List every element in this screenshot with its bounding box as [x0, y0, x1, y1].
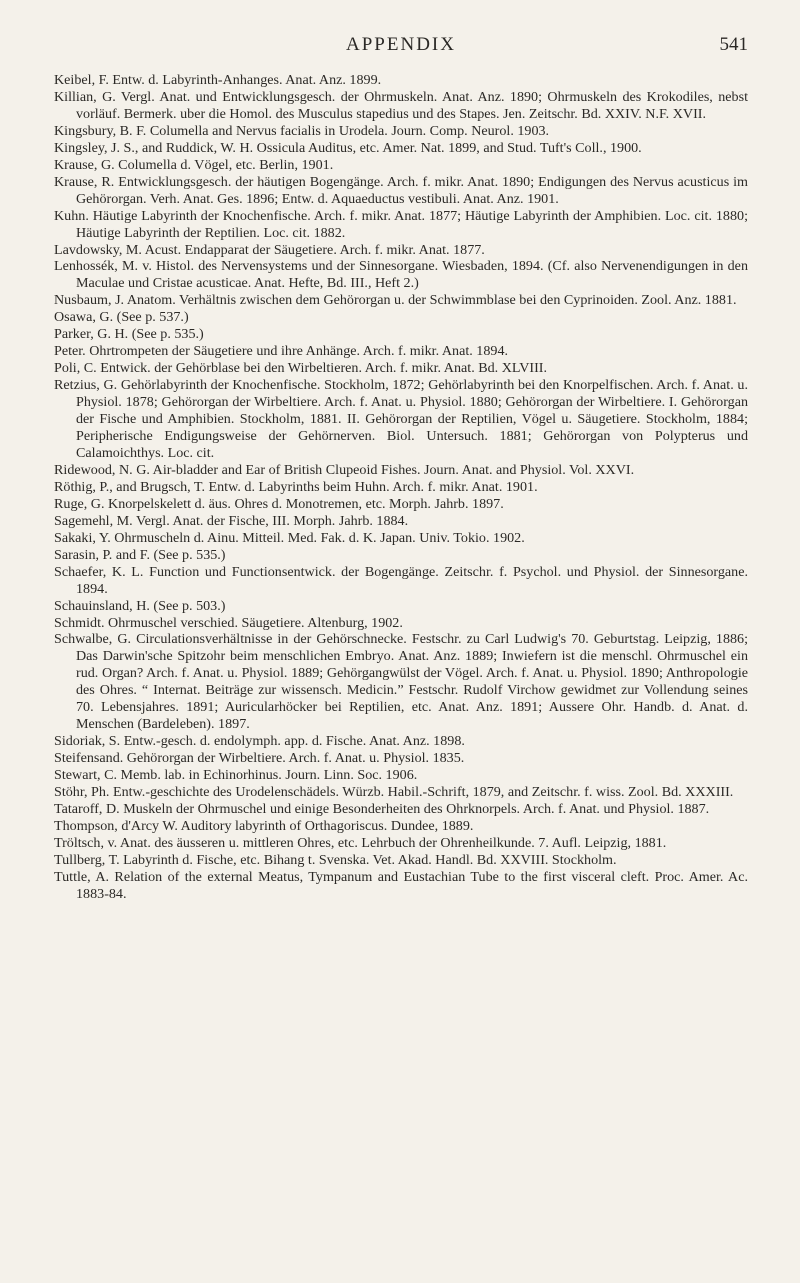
- reference-entry: Tullberg, T. Labyrinth d. Fische, etc. Bihang t. Svenska. Vet. Akad. Handl. Bd. XXVIII. Stockholm.: [54, 851, 617, 868]
- reference-entry: Peter. Ohrtrompeten der Säugetiere und ihre Anhänge. Arch. f. mikr. Anat. 1894.: [54, 343, 509, 360]
- reference-entry: Nusbaum, J. Anatom. Verhältnis zwischen dem Gehörorgan u. der Schwimmblase bei den Cyprinoiden. Zool. Anz. 1881.: [54, 292, 737, 309]
- reference-entry: Lenhossék, M. v. Histol. des Nervensystems und der Sinnesorgane. Wiesbaden, 1894. (Cf. also Nervenendigungen in den Maculae und Cristae acusticae. Anat. Hefte, Bd. III., Heft 2.): [54, 258, 748, 292]
- running-title: APPENDIX: [346, 34, 456, 55]
- reference-entry: Sagemehl, M. Vergl. Anat. der Fische, III. Morph. Jahrb. 1884.: [54, 512, 409, 529]
- reference-entry: Sakaki, Y. Ohrmuscheln d. Ainu. Mitteil. Med. Fak. d. K. Japan. Univ. Tokio. 1902.: [54, 529, 525, 546]
- reference-entry: Röthig, P., and Brugsch, T. Entw. d. Labyrinths beim Huhn. Arch. f. mikr. Anat. 1901.: [54, 478, 538, 495]
- reference-entry: Krause, G. Columella d. Vögel, etc. Berlin, 1901.: [54, 156, 334, 173]
- reference-entry: Kingsbury, B. F. Columella and Nervus facialis in Urodela. Journ. Comp. Neurol. 1903.: [54, 122, 550, 139]
- reference-entry: Krause, R. Entwicklungsgesch. der häutigen Bogengänge. Arch. f. mikr. Anat. 1890; Endigungen des Nervus acusticus im Gehörorgan. Verh. Anat. Ges. 1896; Entw. d. Aquaeductus vestibuli. Anat. Anz. 1901.: [54, 173, 748, 207]
- reference-entry: Killian, G. Vergl. Anat. und Entwicklungsgesch. der Ohrmuskeln. Anat. Anz. 1890; Ohrmuskeln des Krokodiles, nebst vorläuf. Bermerk. uber die Homol. des Musculus stapedius und des Stapes. Jen. Zeitschr. Bd. XXIV. N.F. XVII.: [54, 88, 748, 122]
- reference-entry: Ridewood, N. G. Air-bladder and Ear of British Clupeoid Fishes. Journ. Anat. and Physiol. Vol. XXVI.: [54, 461, 635, 478]
- reference-entry: Steifensand. Gehörorgan der Wirbeltiere. Arch. f. Anat. u. Physiol. 1835.: [54, 750, 465, 767]
- reference-entry: Tataroff, D. Muskeln der Ohrmuschel und einige Besonderheiten des Ohrknorpels. Arch. f. Anat. und Physiol. 1887.: [54, 800, 710, 817]
- reference-entry: Kuhn. Häutige Labyrinth der Knochenfische. Arch. f. mikr. Anat. 1877; Häutige Labyrinth der Amphibien. Loc. cit. 1880; Häutige Labyrinth der Reptilien. Loc. cit. 1882.: [54, 207, 748, 241]
- reference-entry: Sarasin, P. and F. (See p. 535.): [54, 546, 226, 563]
- reference-entry: Stöhr, Ph. Entw.-geschichte des Urodelenschädels. Würzb. Habil.-Schrift, 1879, and Zeitschr. f. wiss. Zool. Bd. XXXIII.: [54, 784, 734, 801]
- page-header: [54, 30, 748, 64]
- reference-entry: Stewart, C. Memb. lab. in Echinorhinus. Journ. Linn. Soc. 1906.: [54, 767, 418, 784]
- reference-list: [54, 72, 748, 903]
- reference-entry: Schmidt. Ohrmuschel verschied. Säugetiere. Altenburg, 1902.: [54, 614, 403, 631]
- reference-entry: Parker, G. H. (See p. 535.): [54, 326, 204, 343]
- reference-entry: Lavdowsky, M. Acust. Endapparat der Säugetiere. Arch. f. mikr. Anat. 1877.: [54, 241, 485, 258]
- reference-entry: Poli, C. Entwick. der Gehörblase bei den Wirbeltieren. Arch. f. mikr. Anat. Bd. XLVIII.: [54, 360, 548, 377]
- reference-entry: Tuttle, A. Relation of the external Meatus, Tympanum and Eustachian Tube to the first visceral cleft. Proc. Amer. Ac. 1883-84.: [54, 868, 748, 902]
- reference-entry: Schauinsland, H. (See p. 503.): [54, 597, 226, 614]
- reference-entry: Retzius, G. Gehörlabyrinth der Knochenfische. Stockholm, 1872; Gehörlabyrinth bei den Knorpelfischen. Arch. f. Anat. u. Physiol. 1878; Gehörorgan der Wirbeltiere. Arch. f. Anat. u. Physiol. 1880; Gehörorgan der Wirbeltiere. I. Gehörorgan der Fische und Amphibien. Stockholm, 1881. II. Gehörorgan der Reptilien, Vögel u. Säugetiere. Stockholm, 1884; Peripherische Endigungsweise der Gehörnerven. Biol. Untersuch. 1881; Gehörorgan von Polypterus und Calamoichthys. Loc. cit.: [54, 377, 748, 461]
- reference-entry: Schwalbe, G. Circulationsverhältnisse in der Gehörschnecke. Festschr. zu Carl Ludwig's 70. Geburtstag. Leipzig, 1886; Das Darwin'sche Spitzohr beim menschlichen Embryo. Anat. Anz. 1889; Inwiefern ist die menschl. Ohrmuschel ein rud. Organ? Arch. f. Anat. u. Physiol. 1889; Gehörgangwülst der Vögel. Arch. f. Anat. u. Physiol. 1890; Anthropologie des Ohres. “ Internat. Beiträge zur wissensch. Medicin.” Festschr. Rudolf Virchow gewidmet zur Vollendung seines 70. Lebensjahres. 1891; Auricularhöcker bei Reptilien, etc. Anat. Anz. 1891; Aussere Ohr. Handb. d. Anat. d. Menschen (Bardeleben). 1897.: [54, 631, 748, 733]
- reference-entry: Sidoriak, S. Entw.-gesch. d. endolymph. app. d. Fische. Anat. Anz. 1898.: [54, 733, 465, 750]
- reference-entry: Ruge, G. Knorpelskelett d. äus. Ohres d. Monotremen, etc. Morph. Jahrb. 1897.: [54, 495, 504, 512]
- reference-entry: Kingsley, J. S., and Ruddick, W. H. Ossicula Auditus, etc. Amer. Nat. 1899, and Stud. Tuft's Coll., 1900.: [54, 139, 642, 156]
- reference-entry: Tröltsch, v. Anat. des äusseren u. mittleren Ohres, etc. Lehrbuch der Ohrenheilkunde. 7. Aufl. Leipzig, 1881.: [54, 834, 667, 851]
- page-number: 541: [719, 34, 748, 55]
- reference-entry: Keibel, F. Entw. d. Labyrinth-Anhanges. Anat. Anz. 1899.: [54, 72, 382, 88]
- reference-entry: Osawa, G. (See p. 537.): [54, 309, 189, 326]
- reference-entry: Schaefer, K. L. Function und Functionsentwick. der Bogengänge. Zeitschr. f. Psychol. und Physiol. der Sinnesorgane. 1894.: [54, 563, 748, 597]
- reference-entry: Thompson, d'Arcy W. Auditory labyrinth of Orthagoriscus. Dundee, 1889.: [54, 817, 474, 834]
